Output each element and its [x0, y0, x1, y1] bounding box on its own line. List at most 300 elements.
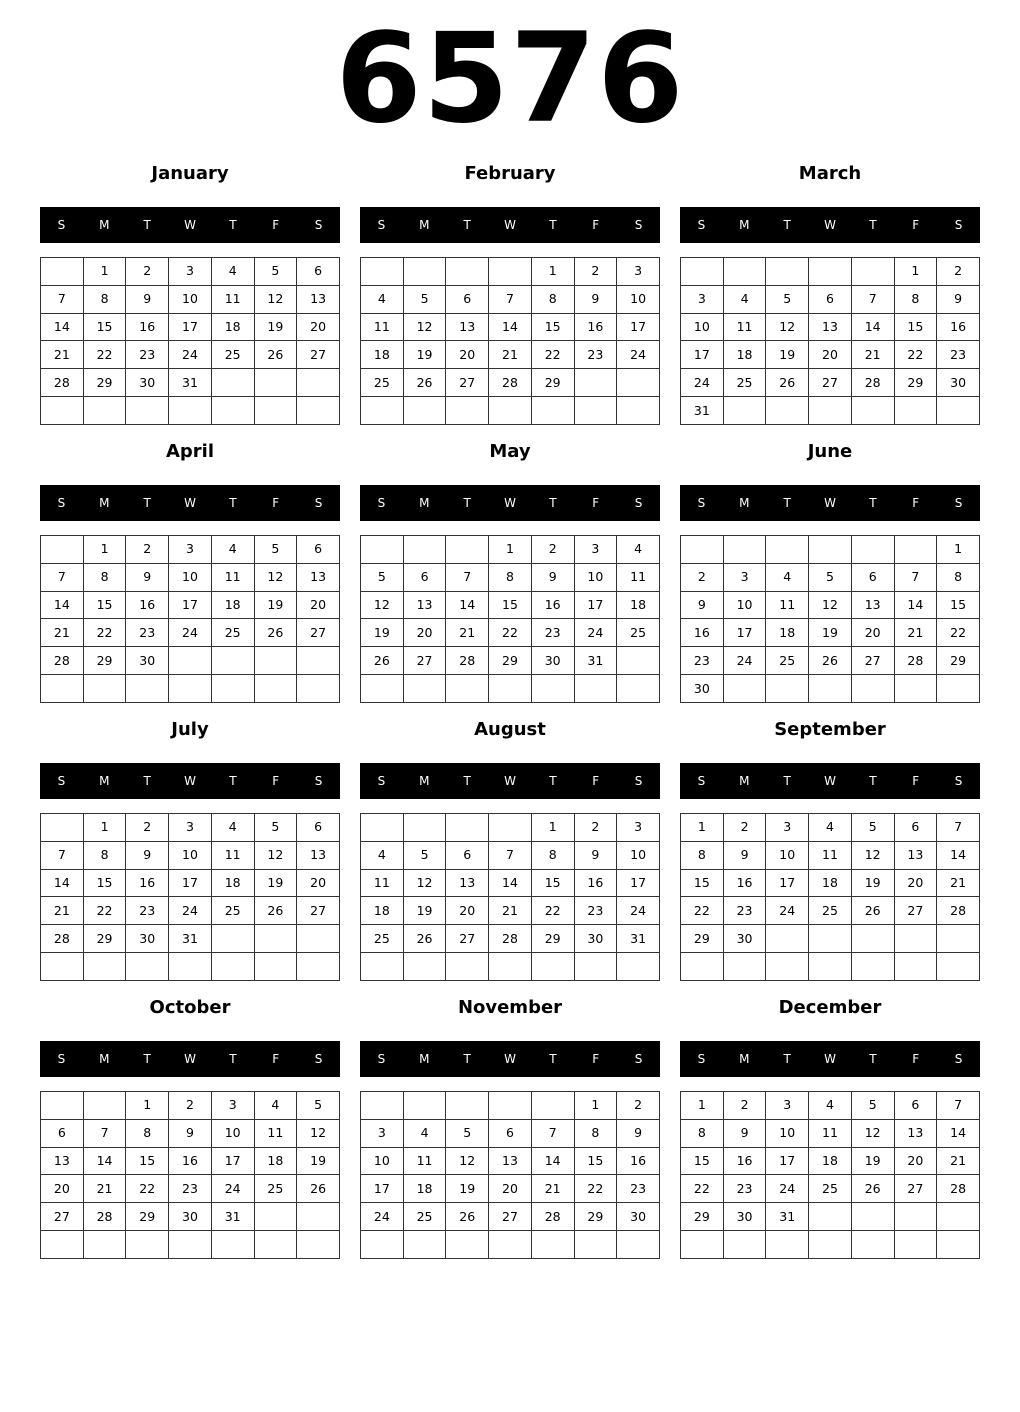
day-grid [680, 813, 980, 981]
day-cell: 5 [254, 536, 297, 564]
day-cell: 5 [766, 285, 809, 313]
day-cell: 19 [851, 1147, 894, 1175]
day-cell: 15 [83, 313, 126, 341]
day-cell [361, 258, 404, 286]
day-cell: 7 [937, 814, 980, 842]
weekday-label: F [272, 774, 280, 788]
day-cell: 5 [361, 563, 404, 591]
weekday-label: W [184, 1052, 196, 1066]
month-title: January [151, 163, 229, 184]
day-cell: 22 [574, 1175, 617, 1203]
day-cell: 6 [894, 814, 937, 842]
week-row [681, 841, 980, 869]
week-row [361, 953, 660, 981]
day-cell: 27 [809, 369, 852, 397]
day-cell: 22 [83, 897, 126, 925]
day-cell: 31 [211, 1203, 254, 1231]
day-cell [851, 1203, 894, 1231]
weekday-header [40, 207, 340, 243]
day-cell: 26 [403, 925, 446, 953]
day-cell [489, 1092, 532, 1120]
day-cell: 21 [489, 897, 532, 925]
day-cell: 12 [403, 313, 446, 341]
week-row [681, 1175, 980, 1203]
day-cell: 10 [681, 313, 724, 341]
month-september [680, 716, 980, 982]
day-cell [531, 675, 574, 703]
weekday-label: F [592, 218, 600, 232]
day-cell [403, 675, 446, 703]
day-cell: 21 [937, 869, 980, 897]
day-cell: 8 [83, 841, 126, 869]
day-cell [403, 953, 446, 981]
weekday-header [40, 763, 340, 799]
week-row [361, 897, 660, 925]
weekday-label: S [314, 496, 323, 510]
day-cell [617, 1231, 660, 1259]
day-cell: 24 [169, 341, 212, 369]
day-cell: 25 [254, 1175, 297, 1203]
day-cell: 2 [723, 1092, 766, 1120]
day-cell: 5 [851, 814, 894, 842]
weekday-label: S [954, 774, 963, 788]
week-row [681, 647, 980, 675]
weekday-label: S [377, 1052, 386, 1066]
weekday-label: W [184, 774, 196, 788]
month-title: October [149, 997, 231, 1018]
day-cell: 6 [446, 841, 489, 869]
day-cell: 24 [211, 1175, 254, 1203]
day-cell: 7 [41, 285, 84, 313]
day-cell [531, 1092, 574, 1120]
day-cell [809, 953, 852, 981]
day-cell: 22 [681, 897, 724, 925]
day-cell [83, 675, 126, 703]
day-cell [169, 675, 212, 703]
day-cell [723, 675, 766, 703]
day-cell: 24 [617, 341, 660, 369]
day-cell [894, 953, 937, 981]
day-cell: 29 [531, 369, 574, 397]
day-cell: 16 [617, 1147, 660, 1175]
week-row [41, 619, 340, 647]
day-cell: 15 [894, 313, 937, 341]
day-cell: 6 [446, 285, 489, 313]
day-cell: 1 [531, 814, 574, 842]
weekday-label: S [954, 218, 963, 232]
day-cell: 19 [254, 591, 297, 619]
day-cell: 1 [894, 258, 937, 286]
day-cell: 25 [617, 619, 660, 647]
week-row [361, 619, 660, 647]
day-cell [169, 647, 212, 675]
day-cell: 14 [851, 313, 894, 341]
day-cell: 9 [574, 841, 617, 869]
day-cell: 23 [126, 341, 169, 369]
month-july [40, 716, 340, 982]
weekday-label: M [419, 1052, 430, 1066]
day-cell: 21 [41, 897, 84, 925]
day-cell: 7 [489, 841, 532, 869]
day-cell [403, 258, 446, 286]
day-cell: 18 [766, 619, 809, 647]
weekday-header [40, 485, 340, 521]
day-cell [574, 1231, 617, 1259]
month-title: November [457, 997, 563, 1018]
day-cell [41, 258, 84, 286]
day-cell: 28 [41, 925, 84, 953]
day-cell: 14 [83, 1147, 126, 1175]
week-row [361, 313, 660, 341]
day-cell [211, 925, 254, 953]
weekday-header [40, 1041, 340, 1077]
day-cell [254, 369, 297, 397]
day-cell [446, 258, 489, 286]
day-cell: 24 [723, 647, 766, 675]
week-row [681, 1092, 980, 1120]
weekday-header [360, 763, 660, 799]
day-cell: 16 [574, 869, 617, 897]
week-row [41, 925, 340, 953]
day-cell: 22 [681, 1175, 724, 1203]
day-cell: 3 [574, 536, 617, 564]
day-cell: 30 [723, 925, 766, 953]
weekday-label: T [229, 496, 237, 510]
weekday-header [680, 207, 980, 243]
day-cell: 6 [297, 258, 340, 286]
day-cell: 20 [894, 869, 937, 897]
day-cell: 16 [531, 591, 574, 619]
day-cell: 27 [403, 647, 446, 675]
day-cell [254, 953, 297, 981]
weekday-header [360, 485, 660, 521]
day-cell: 13 [809, 313, 852, 341]
weekday-label: S [697, 774, 706, 788]
week-row [361, 397, 660, 425]
day-cell: 23 [169, 1175, 212, 1203]
week-row [681, 925, 980, 953]
day-cell: 12 [254, 563, 297, 591]
day-cell [41, 536, 84, 564]
weekday-label: T [143, 218, 151, 232]
day-cell: 7 [851, 285, 894, 313]
week-row [361, 1147, 660, 1175]
day-cell: 29 [531, 925, 574, 953]
day-cell: 17 [681, 341, 724, 369]
day-cell [361, 1092, 404, 1120]
day-cell: 26 [851, 1175, 894, 1203]
day-cell: 11 [361, 869, 404, 897]
day-cell: 16 [126, 591, 169, 619]
day-cell: 17 [211, 1147, 254, 1175]
weekday-label: F [912, 1052, 920, 1066]
day-cell: 26 [809, 647, 852, 675]
week-row [41, 369, 340, 397]
day-cell [403, 397, 446, 425]
day-cell: 10 [574, 563, 617, 591]
weekday-label: W [824, 774, 836, 788]
week-row [681, 369, 980, 397]
day-cell [41, 397, 84, 425]
weekday-label: T [143, 1052, 151, 1066]
month-title: April [165, 441, 215, 462]
day-cell [851, 1231, 894, 1259]
week-row [41, 814, 340, 842]
day-cell: 24 [574, 619, 617, 647]
day-cell [723, 953, 766, 981]
day-cell: 5 [809, 563, 852, 591]
day-cell [851, 953, 894, 981]
week-row [681, 619, 980, 647]
day-cell: 21 [83, 1175, 126, 1203]
day-cell [809, 1231, 852, 1259]
day-cell [851, 925, 894, 953]
day-cell: 10 [169, 563, 212, 591]
weekday-label: S [634, 218, 643, 232]
day-cell: 27 [894, 1175, 937, 1203]
day-cell: 3 [617, 258, 660, 286]
day-cell [723, 258, 766, 286]
day-cell: 5 [446, 1119, 489, 1147]
day-cell: 9 [169, 1119, 212, 1147]
day-cell: 12 [851, 841, 894, 869]
day-cell: 7 [489, 285, 532, 313]
day-cell: 25 [809, 1175, 852, 1203]
day-cell: 4 [766, 563, 809, 591]
day-cell: 21 [489, 341, 532, 369]
weekday-header [680, 1041, 980, 1077]
day-cell [894, 1231, 937, 1259]
weekday-label: T [783, 218, 791, 232]
day-cell: 14 [41, 313, 84, 341]
day-cell [83, 397, 126, 425]
day-cell [766, 925, 809, 953]
day-cell: 31 [574, 647, 617, 675]
day-cell [531, 1231, 574, 1259]
weekday-label: T [869, 496, 877, 510]
day-cell [446, 1231, 489, 1259]
day-cell: 22 [531, 897, 574, 925]
day-cell [41, 814, 84, 842]
day-cell [766, 1231, 809, 1259]
day-cell: 2 [126, 536, 169, 564]
day-cell: 26 [297, 1175, 340, 1203]
day-cell: 4 [211, 536, 254, 564]
day-cell: 27 [894, 897, 937, 925]
day-cell: 28 [446, 647, 489, 675]
week-row [41, 313, 340, 341]
week-row [41, 397, 340, 425]
day-grid [360, 1091, 660, 1259]
day-cell: 26 [403, 369, 446, 397]
week-row [41, 1231, 340, 1259]
day-cell [126, 1231, 169, 1259]
day-cell: 8 [126, 1119, 169, 1147]
weekday-label: S [314, 1052, 323, 1066]
day-cell: 14 [489, 313, 532, 341]
week-row [361, 841, 660, 869]
day-cell [254, 925, 297, 953]
day-cell: 4 [211, 814, 254, 842]
day-cell: 1 [83, 814, 126, 842]
weekday-label: F [272, 496, 280, 510]
day-cell: 12 [361, 591, 404, 619]
day-cell [83, 1231, 126, 1259]
day-cell: 8 [531, 841, 574, 869]
day-cell: 15 [83, 591, 126, 619]
day-cell: 12 [809, 591, 852, 619]
day-cell [681, 536, 724, 564]
weekday-label: M [419, 496, 430, 510]
day-cell: 16 [126, 313, 169, 341]
day-cell: 11 [809, 841, 852, 869]
day-cell: 17 [361, 1175, 404, 1203]
day-cell: 18 [361, 341, 404, 369]
weekday-label: T [463, 218, 471, 232]
month-march [680, 160, 980, 426]
day-cell [851, 675, 894, 703]
day-cell [617, 953, 660, 981]
weekday-label: T [463, 496, 471, 510]
day-cell [41, 675, 84, 703]
day-grid [40, 813, 340, 981]
week-row [361, 675, 660, 703]
day-cell: 1 [937, 536, 980, 564]
day-cell: 2 [531, 536, 574, 564]
week-row [41, 1092, 340, 1120]
day-cell: 19 [766, 341, 809, 369]
day-cell: 2 [126, 258, 169, 286]
day-cell: 8 [489, 563, 532, 591]
day-cell: 20 [297, 591, 340, 619]
day-cell [894, 536, 937, 564]
day-cell: 29 [126, 1203, 169, 1231]
weekday-label: S [954, 1052, 963, 1066]
day-cell [894, 1203, 937, 1231]
day-cell: 4 [617, 536, 660, 564]
day-cell [617, 675, 660, 703]
day-cell [169, 1231, 212, 1259]
day-cell [297, 675, 340, 703]
day-cell: 2 [937, 258, 980, 286]
day-cell: 27 [297, 341, 340, 369]
weekday-label: W [504, 218, 516, 232]
day-cell [169, 397, 212, 425]
day-cell [937, 397, 980, 425]
weekday-label: F [912, 218, 920, 232]
weekday-label: M [739, 218, 750, 232]
day-cell: 17 [617, 313, 660, 341]
day-cell [403, 536, 446, 564]
day-cell: 7 [937, 1092, 980, 1120]
day-cell: 26 [254, 897, 297, 925]
month-august [360, 716, 660, 982]
day-cell: 19 [809, 619, 852, 647]
day-cell [937, 1203, 980, 1231]
day-cell: 13 [446, 313, 489, 341]
weekday-label: S [634, 496, 643, 510]
day-cell: 18 [211, 313, 254, 341]
month-february [360, 160, 660, 426]
day-cell [211, 1231, 254, 1259]
day-cell: 16 [126, 869, 169, 897]
day-cell: 8 [937, 563, 980, 591]
day-cell: 1 [83, 258, 126, 286]
day-cell: 5 [851, 1092, 894, 1120]
day-cell: 29 [83, 369, 126, 397]
week-row [681, 897, 980, 925]
day-cell [574, 369, 617, 397]
day-cell [446, 1092, 489, 1120]
day-cell: 11 [403, 1147, 446, 1175]
day-cell: 3 [766, 1092, 809, 1120]
weekday-label: T [549, 774, 557, 788]
day-cell: 19 [361, 619, 404, 647]
week-row [681, 953, 980, 981]
week-row [681, 313, 980, 341]
day-cell: 9 [126, 563, 169, 591]
day-cell: 6 [297, 814, 340, 842]
month-april [40, 438, 340, 704]
day-cell [361, 953, 404, 981]
day-cell: 5 [403, 841, 446, 869]
day-cell [809, 675, 852, 703]
week-row [361, 925, 660, 953]
day-cell: 19 [851, 869, 894, 897]
day-cell: 20 [489, 1175, 532, 1203]
day-grid [360, 257, 660, 425]
day-cell: 30 [937, 369, 980, 397]
week-row [41, 869, 340, 897]
day-cell: 31 [169, 369, 212, 397]
day-cell [126, 675, 169, 703]
day-cell: 4 [403, 1119, 446, 1147]
day-cell: 10 [617, 841, 660, 869]
day-cell: 2 [574, 258, 617, 286]
day-cell: 13 [851, 591, 894, 619]
day-cell: 8 [681, 1119, 724, 1147]
day-cell [489, 814, 532, 842]
day-cell [681, 258, 724, 286]
day-cell: 20 [446, 897, 489, 925]
day-cell: 9 [723, 1119, 766, 1147]
day-cell: 8 [574, 1119, 617, 1147]
day-cell: 13 [489, 1147, 532, 1175]
day-cell [574, 397, 617, 425]
weekday-label: W [504, 496, 516, 510]
day-cell: 9 [126, 285, 169, 313]
day-cell [254, 675, 297, 703]
weekday-label: F [912, 774, 920, 788]
day-cell: 19 [254, 869, 297, 897]
day-cell: 2 [617, 1092, 660, 1120]
day-cell: 23 [574, 897, 617, 925]
day-cell: 15 [83, 869, 126, 897]
day-cell: 6 [41, 1119, 84, 1147]
week-row [41, 536, 340, 564]
day-cell: 30 [169, 1203, 212, 1231]
day-cell [489, 1231, 532, 1259]
day-cell: 3 [211, 1092, 254, 1120]
week-row [41, 1203, 340, 1231]
day-cell: 30 [126, 647, 169, 675]
weekday-label: T [549, 218, 557, 232]
weekday-label: M [739, 774, 750, 788]
day-cell: 26 [851, 897, 894, 925]
day-cell: 24 [169, 897, 212, 925]
day-cell: 30 [126, 369, 169, 397]
weekday-label: W [504, 774, 516, 788]
